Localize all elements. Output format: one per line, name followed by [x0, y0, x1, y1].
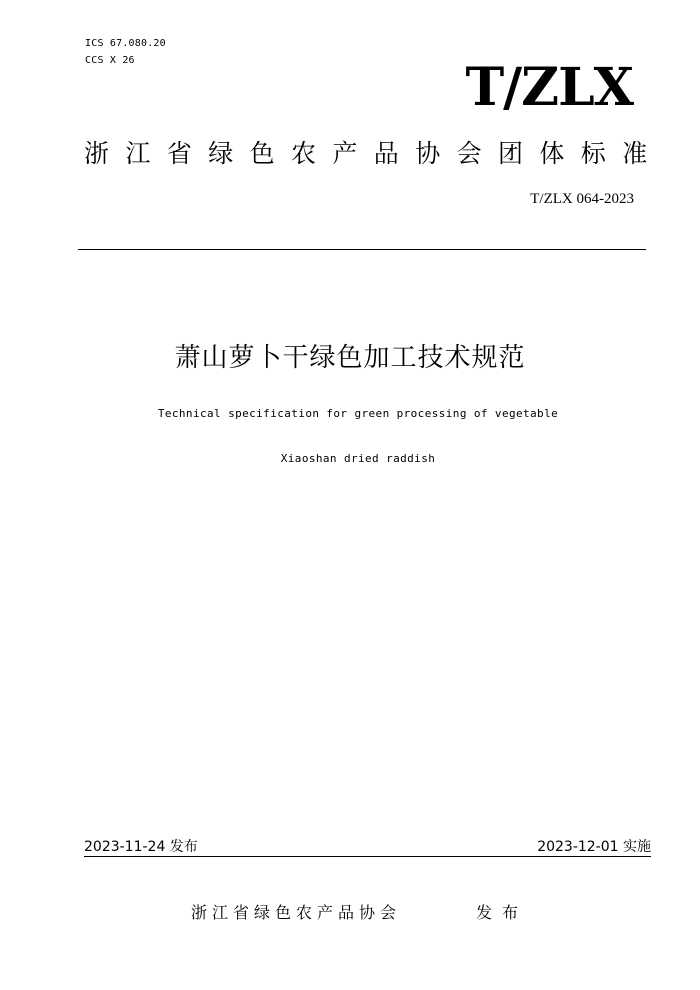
publisher-name: 浙江省绿色农产品协会 [191, 903, 402, 922]
organization-standard-title: 浙江省绿色农产品协会团体标准 [84, 139, 664, 168]
document-title: 萧山萝卜干绿色加工技术规范 [174, 343, 526, 373]
ccs-code: CCS X 26 [85, 55, 135, 66]
english-title-line-1: Technical specification for green processing of vegetable [157, 407, 559, 420]
issue-date: 2023-11-24 发布 [84, 839, 198, 855]
standard-number: T/ZLX 064-2023 [530, 191, 634, 207]
publish-label: 发布 [476, 903, 529, 922]
header-divider [78, 249, 646, 250]
ics-code: ICS 67.080.20 [85, 38, 166, 49]
footer-divider [84, 856, 651, 857]
implementation-date: 2023-12-01 实施 [537, 839, 651, 855]
english-title-line-2: Xiaoshan dried raddish [280, 452, 436, 465]
standard-logo: T/ZLX [465, 57, 633, 118]
